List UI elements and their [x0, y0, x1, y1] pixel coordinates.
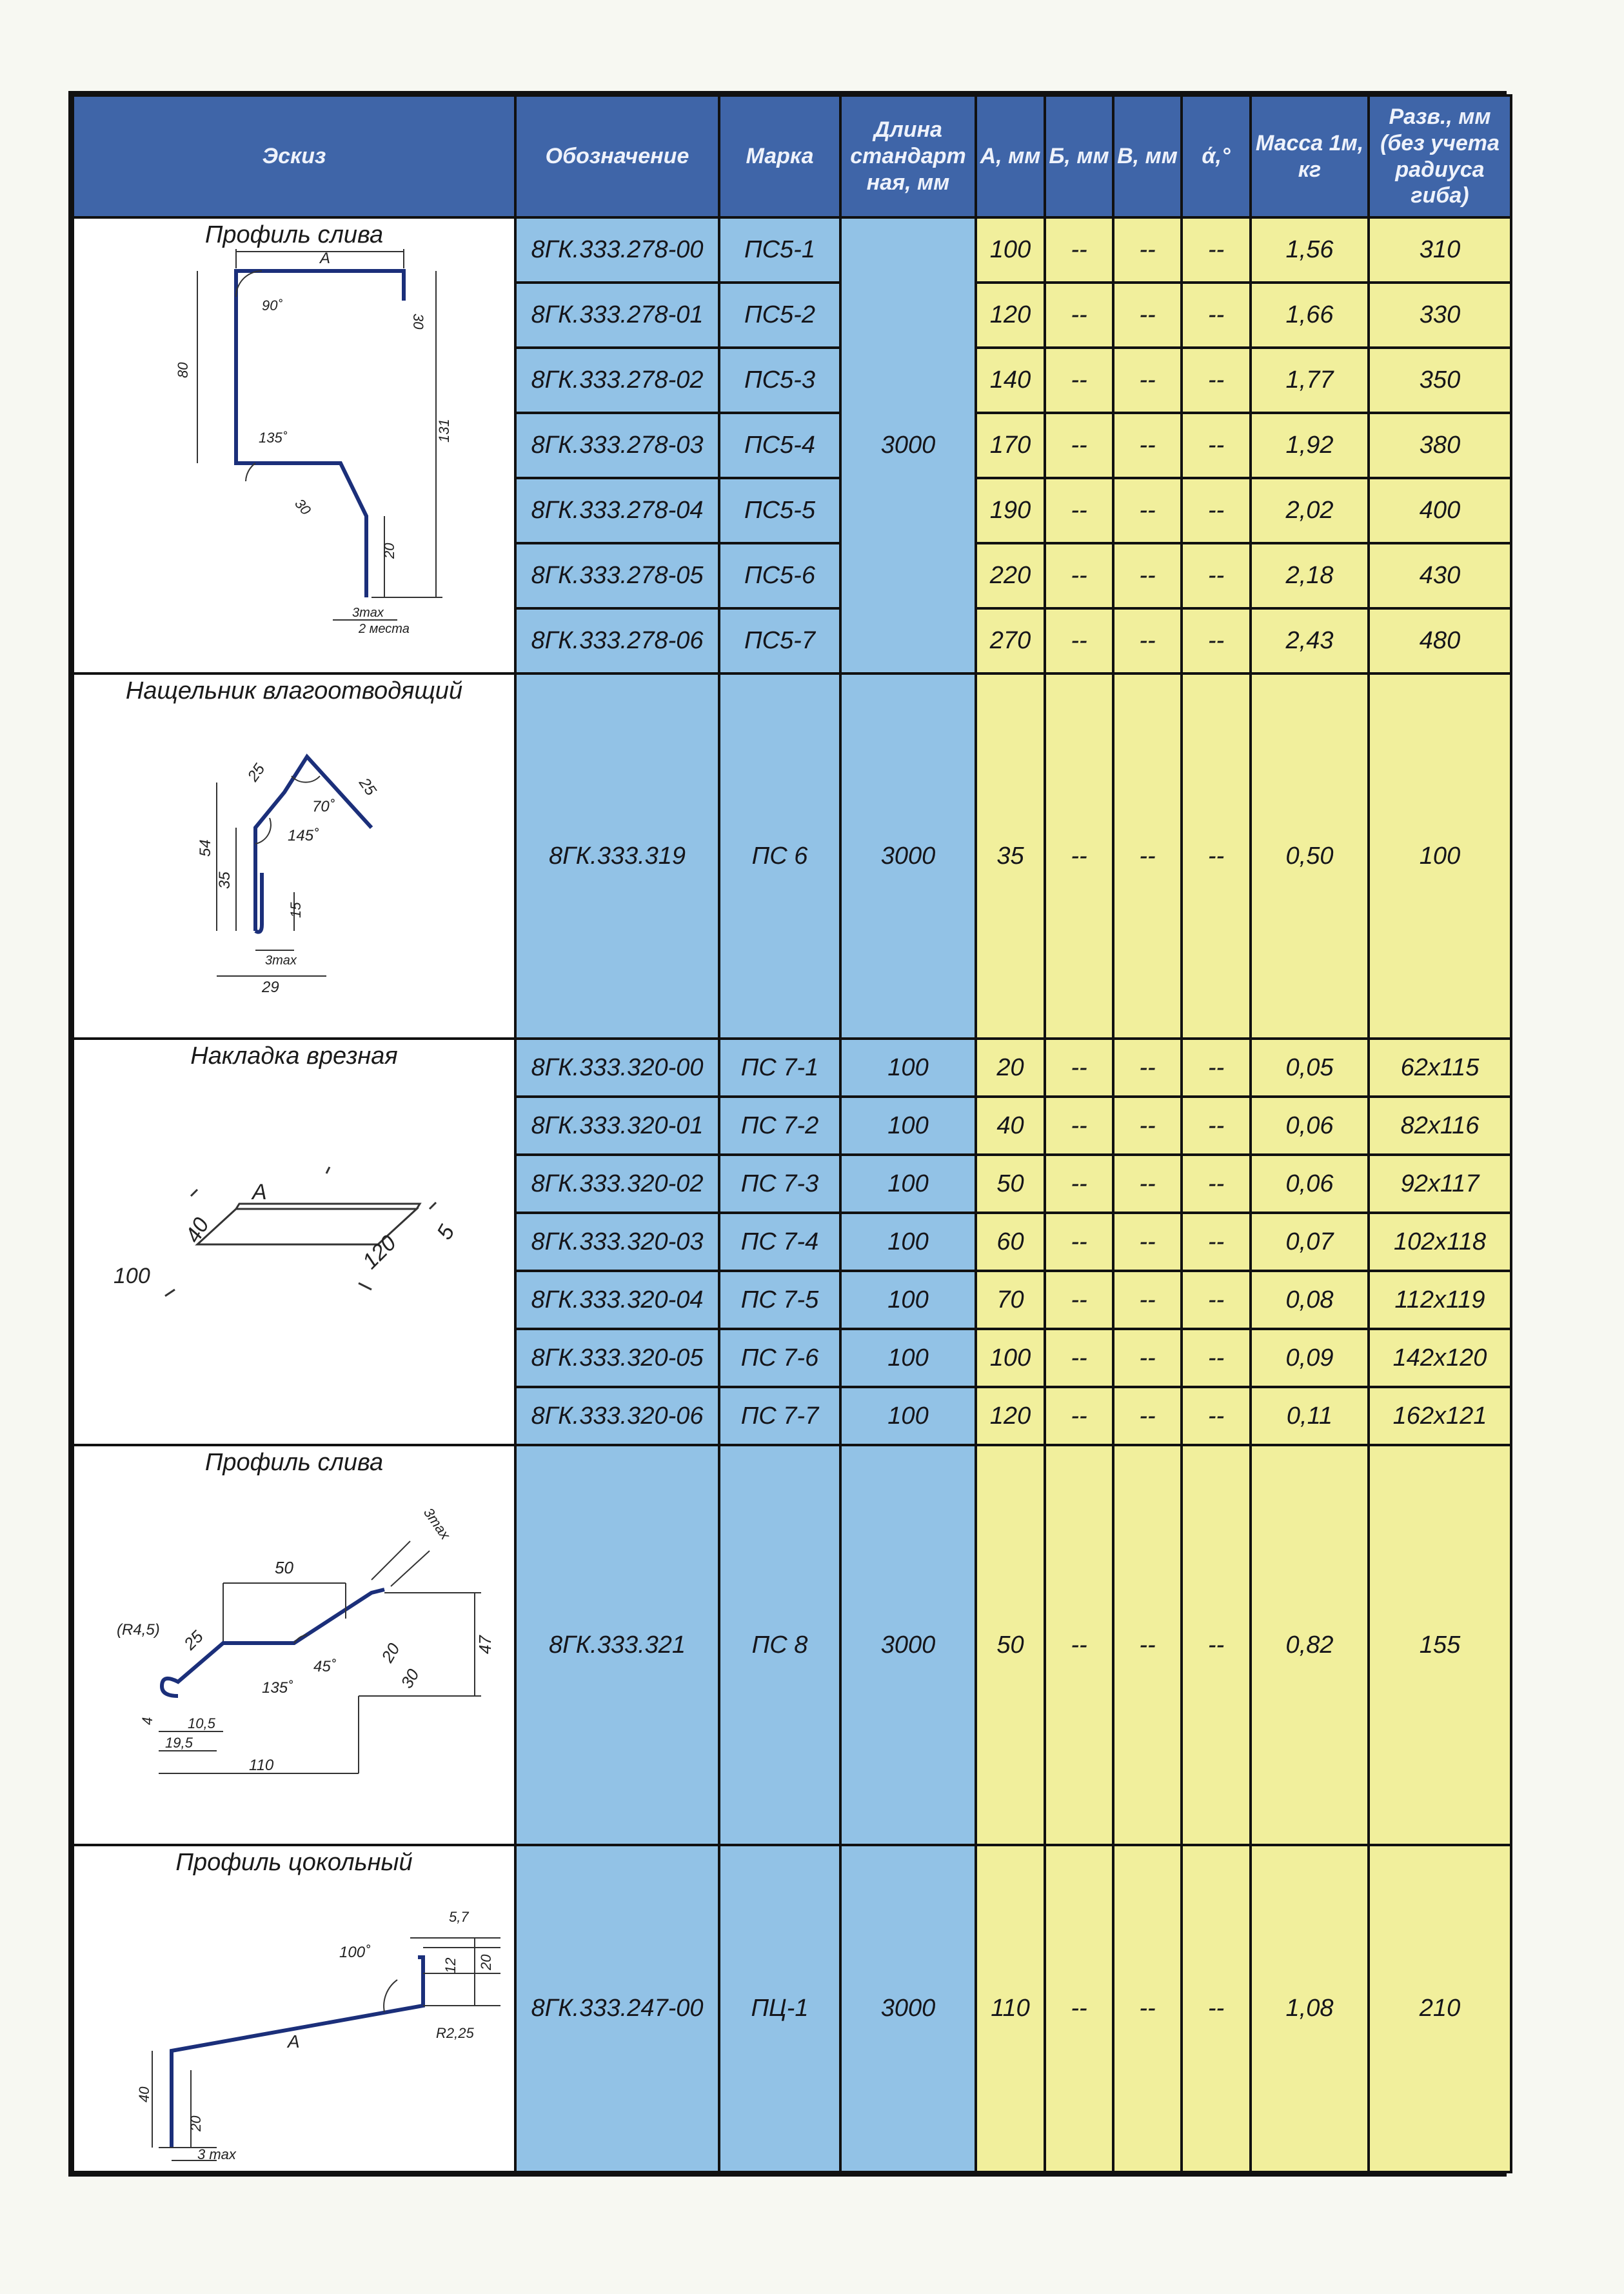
- development-cell: 100: [1369, 673, 1511, 1039]
- svg-text:30: 30: [410, 314, 426, 330]
- b-cell: --: [1045, 413, 1113, 478]
- b-cell: --: [1045, 1845, 1113, 2172]
- length-cell: 3000: [840, 1845, 976, 2172]
- svg-text:90˚: 90˚: [262, 297, 282, 314]
- mass-cell: 0,08: [1251, 1271, 1369, 1329]
- svg-text:5: 5: [432, 1221, 460, 1244]
- svg-text:3max: 3max: [265, 953, 297, 968]
- sketch-title: Накладка врезная: [190, 1042, 398, 1070]
- sketch-title: Нащельник влагоотводящий: [125, 677, 463, 704]
- a-cell: 140: [976, 348, 1045, 413]
- svg-text:135˚: 135˚: [262, 1679, 293, 1697]
- b-cell: --: [1045, 673, 1113, 1039]
- mark-cell: ПС 7-5: [719, 1271, 840, 1329]
- mark-cell: ПС5-2: [719, 283, 840, 348]
- svg-text:45˚: 45˚: [313, 1658, 336, 1675]
- angle-cell: --: [1182, 543, 1251, 608]
- mark-cell: ПС 7-3: [719, 1155, 840, 1213]
- development-cell: 112x119: [1369, 1271, 1511, 1329]
- length-cell: 100: [840, 1097, 976, 1155]
- b-cell: --: [1045, 1271, 1113, 1329]
- svg-text:R2,25: R2,25: [436, 2025, 474, 2041]
- svg-text:2 места: 2 места: [359, 622, 410, 636]
- mass-cell: 2,02: [1251, 478, 1369, 543]
- mass-cell: 0,07: [1251, 1213, 1369, 1271]
- angle-cell: --: [1182, 1271, 1251, 1329]
- development-cell: 380: [1369, 413, 1511, 478]
- v-cell: --: [1113, 1329, 1182, 1387]
- length-cell: 100: [840, 1039, 976, 1097]
- plinth-profile-sketch: [88, 1877, 500, 2167]
- code-cell: 8ГК.333.247-00: [515, 1845, 719, 2172]
- angle-cell: --: [1182, 283, 1251, 348]
- development-cell: 102x118: [1369, 1213, 1511, 1271]
- code-cell: 8ГК.333.278-00: [515, 217, 719, 283]
- development-cell: 82x116: [1369, 1097, 1511, 1155]
- mark-cell: ПС 7-2: [719, 1097, 840, 1155]
- code-cell: 8ГК.333.278-06: [515, 608, 719, 673]
- svg-text:80: 80: [175, 362, 191, 378]
- length-cell: 100: [840, 1271, 976, 1329]
- b-cell: --: [1045, 1039, 1113, 1097]
- v-cell: --: [1113, 608, 1182, 673]
- b-cell: --: [1045, 543, 1113, 608]
- mass-cell: 0,50: [1251, 673, 1369, 1039]
- angle-cell: --: [1182, 478, 1251, 543]
- mass-cell: 0,06: [1251, 1155, 1369, 1213]
- b-cell: --: [1045, 478, 1113, 543]
- svg-text:54: 54: [197, 839, 214, 857]
- svg-text:А: А: [320, 250, 331, 267]
- development-cell: 92x117: [1369, 1155, 1511, 1213]
- code-cell: 8ГК.333.278-02: [515, 348, 719, 413]
- code-cell: 8ГК.333.321: [515, 1445, 719, 1845]
- mark-cell: ПС 7-7: [719, 1387, 840, 1445]
- svg-text:120: 120: [357, 1230, 401, 1274]
- code-cell: 8ГК.333.320-06: [515, 1387, 719, 1445]
- a-cell: 120: [976, 1387, 1045, 1445]
- table-row: [73, 1445, 1511, 1845]
- a-cell: 100: [976, 217, 1045, 283]
- development-cell: 350: [1369, 348, 1511, 413]
- flashing-sketch: [101, 705, 488, 1028]
- header-b: Б, мм: [1045, 95, 1113, 217]
- mark-cell: ПС 8: [719, 1445, 840, 1845]
- svg-text:3max: 3max: [420, 1504, 454, 1542]
- code-cell: 8ГК.333.278-01: [515, 283, 719, 348]
- header-v: В, мм: [1113, 95, 1182, 217]
- v-cell: --: [1113, 1271, 1182, 1329]
- mark-cell: ПС 7-6: [719, 1329, 840, 1387]
- mass-cell: 1,56: [1251, 217, 1369, 283]
- a-cell: 35: [976, 673, 1045, 1039]
- header-length: Длина стандарт ная, мм: [840, 95, 976, 217]
- svg-text:30: 30: [397, 1665, 423, 1691]
- angle-cell: --: [1182, 673, 1251, 1039]
- svg-text:А: А: [288, 2031, 300, 2051]
- mass-cell: 1,92: [1251, 413, 1369, 478]
- code-cell: 8ГК.333.320-01: [515, 1097, 719, 1155]
- table-header-row: [73, 95, 1511, 217]
- angle-cell: --: [1182, 1387, 1251, 1445]
- a-cell: 20: [976, 1039, 1045, 1097]
- code-cell: 8ГК.333.319: [515, 673, 719, 1039]
- v-cell: --: [1113, 1097, 1182, 1155]
- table-row: [73, 673, 1511, 1039]
- svg-text:35: 35: [216, 872, 233, 889]
- length-cell: 100: [840, 1213, 976, 1271]
- mark-cell: ПЦ-1: [719, 1845, 840, 2172]
- b-cell: --: [1045, 1155, 1113, 1213]
- svg-text:40: 40: [136, 2086, 152, 2102]
- angle-cell: --: [1182, 1155, 1251, 1213]
- b-cell: --: [1045, 1097, 1113, 1155]
- development-cell: 310: [1369, 217, 1511, 283]
- a-cell: 100: [976, 1329, 1045, 1387]
- mass-cell: 0,09: [1251, 1329, 1369, 1387]
- sketch-title: Профиль слива: [204, 1449, 384, 1476]
- sketch-title: Профиль слива: [204, 221, 384, 248]
- v-cell: --: [1113, 1155, 1182, 1213]
- mass-cell: 2,18: [1251, 543, 1369, 608]
- v-cell: --: [1113, 413, 1182, 478]
- code-cell: 8ГК.333.320-05: [515, 1329, 719, 1387]
- a-cell: 270: [976, 608, 1045, 673]
- v-cell: --: [1113, 283, 1182, 348]
- mass-cell: 1,66: [1251, 283, 1369, 348]
- development-cell: 330: [1369, 283, 1511, 348]
- svg-text:29: 29: [262, 979, 279, 996]
- profiles-table: [72, 94, 1512, 2173]
- sketch-cell: [73, 217, 515, 673]
- a-cell: 50: [976, 1155, 1045, 1213]
- length-cell: 3000: [840, 1445, 976, 1845]
- insert-plate-sketch: [101, 1070, 488, 1380]
- development-cell: 480: [1369, 608, 1511, 673]
- length-cell: 100: [840, 1329, 976, 1387]
- mark-cell: ПС5-5: [719, 478, 840, 543]
- table-row: [73, 1039, 1511, 1097]
- drip-profile-2-sketch: [88, 1477, 500, 1838]
- length-cell: 3000: [840, 673, 976, 1039]
- drip-profile-sketch: [101, 249, 488, 636]
- svg-text:3max: 3max: [352, 606, 384, 620]
- svg-text:50: 50: [275, 1558, 293, 1577]
- mark-cell: ПС5-4: [719, 413, 840, 478]
- header-sketch: Эскиз: [73, 95, 515, 217]
- sketch-cell: [73, 673, 515, 1039]
- table-row: [73, 1845, 1511, 2172]
- angle-cell: --: [1182, 217, 1251, 283]
- v-cell: --: [1113, 1387, 1182, 1445]
- svg-text:20: 20: [188, 2115, 204, 2131]
- svg-text:25: 25: [180, 1626, 207, 1654]
- header-designation: Обозначение: [515, 95, 719, 217]
- b-cell: --: [1045, 283, 1113, 348]
- code-cell: 8ГК.333.278-04: [515, 478, 719, 543]
- mass-cell: 0,06: [1251, 1097, 1369, 1155]
- header-development: Разв., мм (без учета радиуса гиба): [1369, 95, 1511, 217]
- development-cell: 62x115: [1369, 1039, 1511, 1097]
- mark-cell: ПС5-1: [719, 217, 840, 283]
- angle-cell: --: [1182, 1213, 1251, 1271]
- svg-text:110: 110: [249, 1757, 274, 1774]
- svg-text:А: А: [252, 1180, 267, 1204]
- a-cell: 70: [976, 1271, 1045, 1329]
- svg-text:131: 131: [436, 419, 452, 443]
- a-cell: 110: [976, 1845, 1045, 2172]
- angle-cell: --: [1182, 1445, 1251, 1845]
- a-cell: 190: [976, 478, 1045, 543]
- code-cell: 8ГК.333.278-03: [515, 413, 719, 478]
- length-cell: 100: [840, 1155, 976, 1213]
- mark-cell: ПС5-7: [719, 608, 840, 673]
- development-cell: 210: [1369, 1845, 1511, 2172]
- angle-cell: --: [1182, 1097, 1251, 1155]
- length-cell: 100: [840, 1387, 976, 1445]
- angle-cell: --: [1182, 413, 1251, 478]
- b-cell: --: [1045, 1213, 1113, 1271]
- mass-cell: 2,43: [1251, 608, 1369, 673]
- svg-text:4: 4: [139, 1717, 155, 1725]
- b-cell: --: [1045, 217, 1113, 283]
- code-cell: 8ГК.333.320-03: [515, 1213, 719, 1271]
- svg-text:30: 30: [292, 495, 315, 518]
- code-cell: 8ГК.333.320-02: [515, 1155, 719, 1213]
- code-cell: 8ГК.333.320-00: [515, 1039, 719, 1097]
- svg-text:47: 47: [475, 1635, 495, 1654]
- svg-text:10,5: 10,5: [188, 1715, 215, 1731]
- code-cell: 8ГК.333.278-05: [515, 543, 719, 608]
- angle-cell: --: [1182, 608, 1251, 673]
- mark-cell: ПС 7-1: [719, 1039, 840, 1097]
- v-cell: --: [1113, 478, 1182, 543]
- svg-text:20: 20: [377, 1639, 404, 1666]
- svg-text:100˚: 100˚: [339, 1944, 371, 1961]
- v-cell: --: [1113, 217, 1182, 283]
- svg-text:15: 15: [288, 902, 304, 918]
- a-cell: 40: [976, 1097, 1045, 1155]
- v-cell: --: [1113, 1213, 1182, 1271]
- mark-cell: ПС5-3: [719, 348, 840, 413]
- svg-text:(R4,5): (R4,5): [117, 1621, 160, 1639]
- mark-cell: ПС 6: [719, 673, 840, 1039]
- v-cell: --: [1113, 1845, 1182, 2172]
- development-cell: 142x120: [1369, 1329, 1511, 1387]
- development-cell: 430: [1369, 543, 1511, 608]
- header-a: А, мм: [976, 95, 1045, 217]
- sketch-cell: [73, 1845, 515, 2172]
- b-cell: --: [1045, 1445, 1113, 1845]
- development-cell: 162x121: [1369, 1387, 1511, 1445]
- development-cell: 155: [1369, 1445, 1511, 1845]
- code-cell: 8ГК.333.320-04: [515, 1271, 719, 1329]
- mass-cell: 0,82: [1251, 1445, 1369, 1845]
- svg-text:70˚: 70˚: [312, 798, 335, 815]
- angle-cell: --: [1182, 348, 1251, 413]
- header-mark: Марка: [719, 95, 840, 217]
- angle-cell: --: [1182, 1329, 1251, 1387]
- catalog-table-frame: [68, 91, 1507, 2177]
- table-row: [73, 217, 1511, 283]
- svg-text:40: 40: [181, 1213, 214, 1247]
- angle-cell: --: [1182, 1845, 1251, 2172]
- svg-text:20: 20: [381, 543, 397, 559]
- svg-text:145˚: 145˚: [288, 827, 319, 844]
- svg-text:25: 25: [355, 774, 380, 799]
- v-cell: --: [1113, 543, 1182, 608]
- a-cell: 170: [976, 413, 1045, 478]
- svg-text:19,5: 19,5: [165, 1735, 193, 1751]
- sketch-cell: [73, 1445, 515, 1845]
- b-cell: --: [1045, 1387, 1113, 1445]
- svg-text:135˚: 135˚: [259, 430, 288, 446]
- angle-cell: --: [1182, 1039, 1251, 1097]
- svg-text:5,7: 5,7: [449, 1909, 469, 1925]
- v-cell: --: [1113, 348, 1182, 413]
- svg-text:100: 100: [114, 1264, 150, 1288]
- svg-text:25: 25: [244, 761, 269, 785]
- v-cell: --: [1113, 1445, 1182, 1845]
- development-cell: 400: [1369, 478, 1511, 543]
- header-angle: ά,°: [1182, 95, 1251, 217]
- length-cell: 3000: [840, 217, 976, 673]
- a-cell: 220: [976, 543, 1045, 608]
- mass-cell: 0,11: [1251, 1387, 1369, 1445]
- mass-cell: 0,05: [1251, 1039, 1369, 1097]
- header-mass: Масса 1м, кг: [1251, 95, 1369, 217]
- mass-cell: 1,08: [1251, 1845, 1369, 2172]
- b-cell: --: [1045, 608, 1113, 673]
- svg-text:3 max: 3 max: [197, 2146, 236, 2162]
- svg-text:20: 20: [478, 1954, 494, 1970]
- b-cell: --: [1045, 348, 1113, 413]
- a-cell: 60: [976, 1213, 1045, 1271]
- mark-cell: ПС5-6: [719, 543, 840, 608]
- v-cell: --: [1113, 1039, 1182, 1097]
- sketch-cell: [73, 1039, 515, 1445]
- v-cell: --: [1113, 673, 1182, 1039]
- sketch-title: Профиль цокольный: [175, 1849, 413, 1876]
- mark-cell: ПС 7-4: [719, 1213, 840, 1271]
- a-cell: 50: [976, 1445, 1045, 1845]
- a-cell: 120: [976, 283, 1045, 348]
- svg-text:12: 12: [442, 1957, 459, 1973]
- b-cell: --: [1045, 1329, 1113, 1387]
- mass-cell: 1,77: [1251, 348, 1369, 413]
